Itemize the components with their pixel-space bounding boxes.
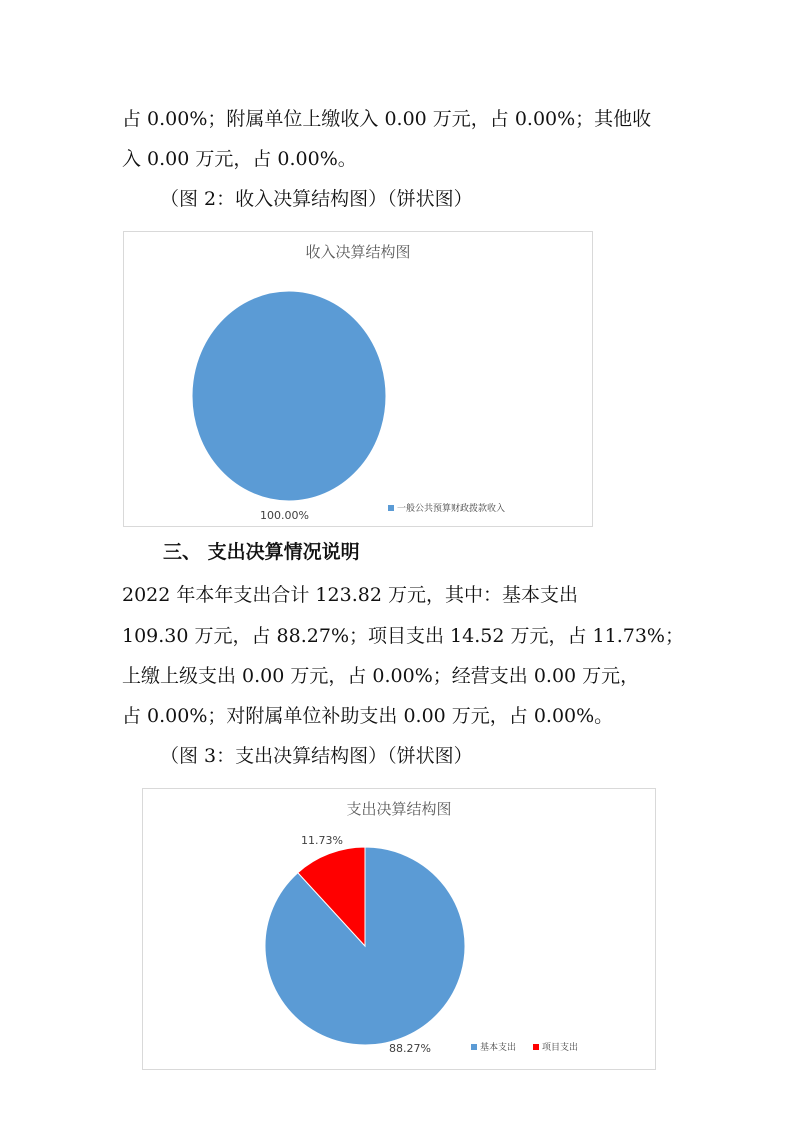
expense-chart: [142, 788, 656, 1070]
income-chart: [123, 231, 593, 527]
section-heading: 三、 支出决算情况说明: [163, 541, 360, 563]
paragraph-line: 占 0.00%；附属单位上缴收入 0.00 万元，占 0.00%；其他收: [122, 108, 652, 130]
legend-swatch: [388, 505, 394, 511]
chart-title: 收入决算结构图: [305, 243, 411, 261]
paragraph-line: 占 0.00%；对附属单位补助支出 0.00 万元，占 0.00%。: [122, 705, 614, 727]
pie-data-label: 100.00%: [260, 509, 309, 522]
expense-pie-svg: [143, 789, 655, 1069]
paragraph-line: 入 0.00 万元，占 0.00%。: [122, 148, 357, 170]
legend-label: 一般公共预算财政拨款收入: [397, 504, 506, 514]
paragraph-line: 2022 年本年支出合计 123.82 万元，其中：基本支出: [122, 584, 578, 606]
chart-title: 支出决算结构图: [346, 800, 452, 818]
pie-slice: [192, 291, 386, 501]
legend-label: 基本支出: [480, 1043, 517, 1053]
figure-caption: （图 3：支出决算结构图）（饼状图）: [160, 745, 473, 767]
legend-swatch: [533, 1044, 539, 1050]
income-pie-svg: [124, 232, 592, 526]
paragraph-line: 上缴上级支出 0.00 万元，占 0.00%；经营支出 0.00 万元，: [122, 665, 640, 687]
pie-data-label: 88.27%: [389, 1042, 431, 1055]
figure-caption: （图 2：收入决算结构图）（饼状图）: [160, 188, 473, 210]
legend-label: 项目支出: [542, 1043, 579, 1053]
legend-swatch: [471, 1044, 477, 1050]
pie-data-label: 11.73%: [301, 834, 343, 847]
paragraph-line: 109.30 万元，占 88.27%；项目支出 14.52 万元，占 11.73%；: [122, 625, 684, 647]
